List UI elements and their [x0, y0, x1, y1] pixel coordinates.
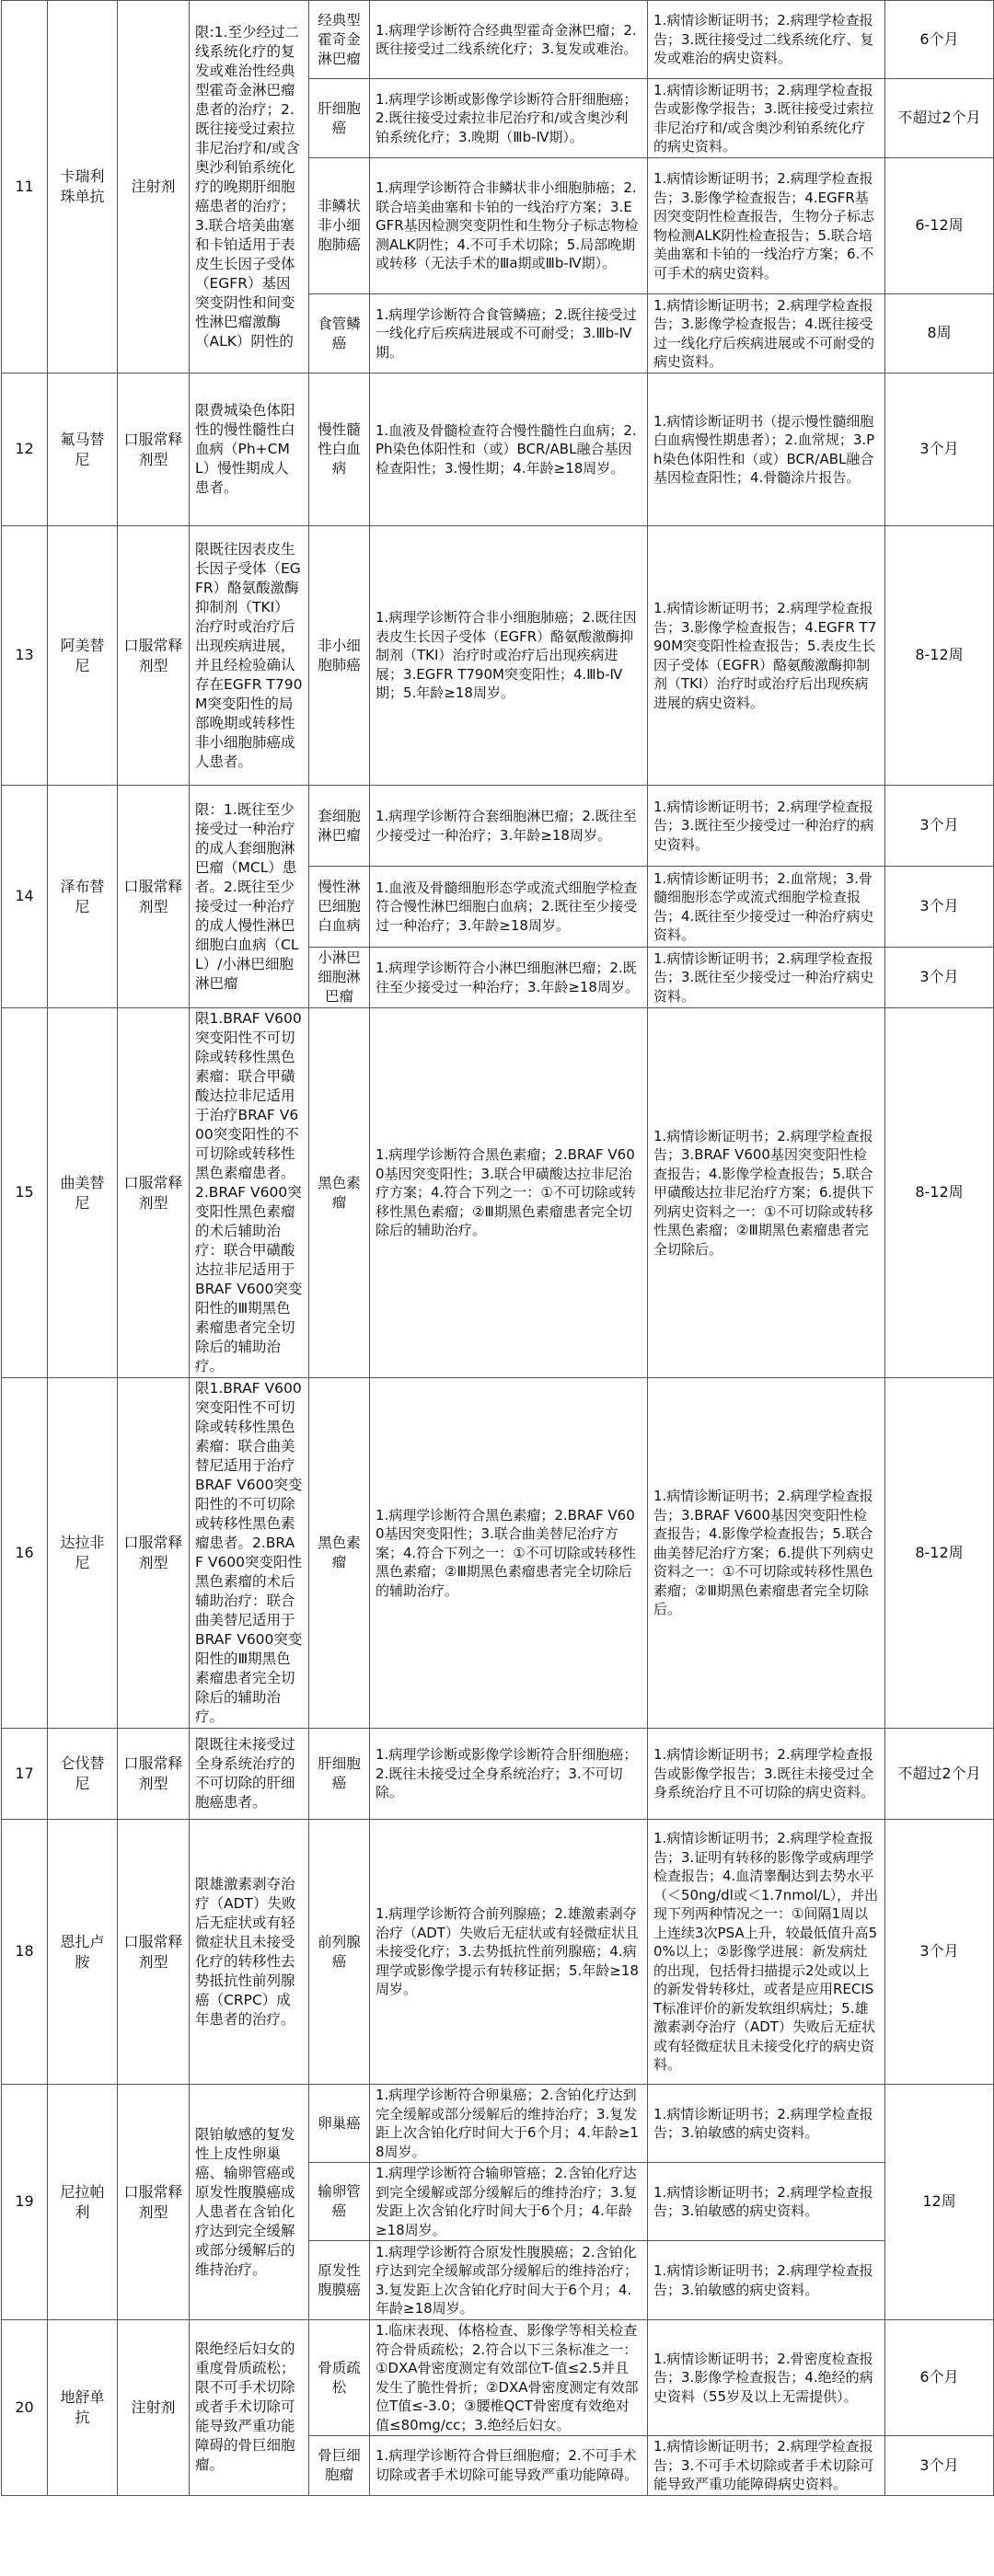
diagnosis-standard: 1.病理学诊断符合输卵管癌；2.含铂化疗达到完全缓解或部分缓解后的维持治疗；3.复发距上次含铂化疗时间大于6个月；4.年龄≥18周岁。: [370, 2163, 648, 2241]
disease-type: 非小细胞肺癌: [309, 526, 370, 786]
row-number: 13: [2, 526, 48, 786]
table-row: [2, 374, 994, 526]
table-row: [2, 786, 994, 867]
diagnosis-standard: 1.病理学诊断符合套细胞淋巴瘤；2.既往至少接受过一种治疗；3.年龄≥18周岁。: [370, 786, 648, 867]
required-materials: 1.病情诊断证明书；2.病理学检查报告；3.BRAF V600基因突变阳性检查报告；4.影像学检查报告；5.联合曲美替尼治疗方案；6.提供下列病史资料之一：①不可切除或转移性黑色素瘤；②Ⅲ期黑色素瘤患者完全切除后。: [648, 1378, 885, 1729]
drug-name: 仑伐替尼: [48, 1729, 118, 1820]
dosage-form: 口服常释剂型: [118, 1378, 190, 1729]
table-row: [2, 526, 994, 786]
required-materials: 1.病情诊断证明书；2.病理学检查报告；3.不可手术切除或者手术切除可能导致严重功能障碍病史资料。: [648, 2436, 885, 2496]
disease-type: 前列腺癌: [309, 1820, 370, 2085]
treatment-period: 3个月: [885, 867, 994, 948]
treatment-period: 不超过2个月: [885, 1729, 994, 1820]
disease-type: 输卵管癌: [309, 2163, 370, 2241]
required-materials: 1.病情诊断证明书；2.病理学检查报告；3.既往至少接受过一种治疗病史资料。: [648, 948, 885, 1008]
diagnosis-standard: 1.病理学诊断或影像学诊断符合肝细胞癌；2.既往接受过索拉非尼治疗和/或含奥沙利铂系统化疗；3.晚期（Ⅲb-Ⅳ期）。: [370, 79, 648, 158]
treatment-period: 3个月: [885, 1820, 994, 2085]
disease-type: 慢性髓性白血病: [309, 374, 370, 526]
table-body: [2, 1, 994, 2496]
diagnosis-standard: 1.病理学诊断符合前列腺癌；2.雄激素剥夺治疗（ADT）失败后无症状或有轻微症状且未接受化疗；3.去势抵抗性前列腺癌；4.病理学或影像学提示有转移证据；5.年龄≥18周岁。: [370, 1820, 648, 2085]
treatment-period: 不超过2个月: [885, 79, 994, 158]
drug-name: 阿美替尼: [48, 526, 118, 786]
diagnosis-standard: 1.病理学诊断符合骨巨细胞瘤；2.不可手术切除或者手术切除可能导致严重功能障碍。: [370, 2436, 648, 2496]
indication-text: 限费城染色体阳性的慢性髓性白血病（Ph+CML）慢性期成人患者。: [190, 374, 309, 526]
row-number: 11: [2, 1, 48, 374]
dosage-form: 口服常释剂型: [118, 526, 190, 786]
treatment-period: 3个月: [885, 374, 994, 526]
disease-type: 肝细胞癌: [309, 1729, 370, 1820]
dosage-form: 口服常释剂型: [118, 374, 190, 526]
diagnosis-standard: 1.临床表现、体格检查、影像学等相关检查符合骨质疏松；2.符合以下三条标准之一：①DXA骨密度测定有效部位T-值≤2.5并且发生了脆性骨折；②DXA骨密度测定有效部位T值≤-3.0；③腰椎QCT骨密度有效绝对值≤80mg/cc；3.绝经后妇女。: [370, 2320, 648, 2436]
indication-text: 限既往未接受过全身系统治疗的不可切除的肝细胞癌患者。: [190, 1729, 309, 1820]
treatment-period: 3个月: [885, 2436, 994, 2496]
required-materials: 1.病情诊断证明书；2.病理学检查报告；3.证明有转移的影像学或病理学检查报告；4.血清睾酮达到去势水平（＜50ng/dl或＜1.7nmol/L），并出现下列两种情况之一：①间隔1周以上连续3次PSA上升，较最低值升高50%以上；②影像学进展：新发病灶的出现，包括骨扫描提示2处或以上的新发骨转移灶，或者是应用RECIST标准评价的新发软组织病灶；5.雄激素剥夺治疗（ADT）失败后无症状或有轻微症状且未接受化疗的病史资料。: [648, 1820, 885, 2085]
dosage-form: 口服常释剂型: [118, 1008, 190, 1378]
treatment-period: 8-12周: [885, 1378, 994, 1729]
disease-type: 慢性淋巴细胞白血病: [309, 867, 370, 948]
table-row: [2, 1008, 994, 1378]
disease-type: 小淋巴细胞淋巴瘤: [309, 948, 370, 1008]
disease-type: 肝细胞癌: [309, 79, 370, 158]
row-number: 16: [2, 1378, 48, 1729]
drug-name: 卡瑞利珠单抗: [48, 1, 118, 374]
row-number: 17: [2, 1729, 48, 1820]
treatment-period: 6-12周: [885, 158, 994, 294]
dosage-form: 口服常释剂型: [118, 1729, 190, 1820]
drug-name: 曲美替尼: [48, 1008, 118, 1378]
diagnosis-standard: 1.病理学诊断符合黑色素瘤；2.BRAF V600基因突变阳性；3.联合曲美替尼治疗方案；4.符合下列之一：①不可切除或转移性黑色素瘤；②Ⅲ期黑色素瘤患者完全切除后的辅助治疗。: [370, 1378, 648, 1729]
indication-text: 限1.BRAF V600突变阳性不可切除或转移性黑色素瘤：联合曲美替尼适用于治疗BRAF V600突变阳性的不可切除或转移性黑色素瘤患者。2.BRAF V600突变阳性黑色素瘤的术后辅助治疗：联合曲美替尼适用于BRAF V600突变阳性的Ⅲ期黑色素瘤患者完全切除后的辅助治疗。: [190, 1378, 309, 1729]
indication-text: 限铂敏感的复发性上皮性卵巢癌、输卵管癌或原发性腹膜癌成人患者在含铂化疗达到完全缓解或部分缓解后的维持治疗。: [190, 2085, 309, 2320]
disease-type: 黑色素瘤: [309, 1378, 370, 1729]
disease-type: 套细胞淋巴瘤: [309, 786, 370, 867]
required-materials: 1.病情诊断证明书（提示慢性髓细胞白血病慢性期患者）；2.血常规；3.Ph染色体阳性和（或）BCR/ABL融合基因检查阳性；4.骨髓涂片报告。: [648, 374, 885, 526]
diagnosis-standard: 1.病理学诊断符合经典型霍奇金淋巴瘤；2.既往接受过二线系统化疗；3.复发或难治。: [370, 1, 648, 79]
row-number: 20: [2, 2320, 48, 2496]
required-materials: 1.病情诊断证明书；2.病理学检查报告；3.BRAF V600基因突变阳性检查报告；4.影像学检查报告；5.联合甲磺酸达拉非尼治疗方案；6.提供下列病史资料之一：①不可切除或转移性黑色素瘤；②Ⅲ期黑色素瘤患者完全切除后。: [648, 1008, 885, 1378]
indication-text: 限绝经后妇女的重度骨质疏松；限不可手术切除或者手术切除可能导致严重功能障碍的骨巨细胞瘤。: [190, 2320, 309, 2496]
required-materials: 1.病情诊断证明书；2.病理学检查报告；3.铂敏感的病史资料。: [648, 2163, 885, 2241]
drug-name: 泽布替尼: [48, 786, 118, 1008]
treatment-period: 8-12周: [885, 526, 994, 786]
disease-type: 原发性腹膜癌: [309, 2241, 370, 2320]
row-number: 19: [2, 2085, 48, 2320]
row-number: 12: [2, 374, 48, 526]
table-row: [2, 1, 994, 79]
table-row: [2, 1729, 994, 1820]
dosage-form: 口服常释剂型: [118, 786, 190, 1008]
diagnosis-standard: 1.病理学诊断符合食管鳞癌；2.既往接受过一线化疗后疾病进展或不可耐受；3.Ⅲb-Ⅳ期。: [370, 294, 648, 374]
indication-text: 限1.BRAF V600突变阳性不可切除或转移性黑色素瘤：联合甲磺酸达拉非尼适用于治疗BRAF V600突变阳性的不可切除或转移性黑色素瘤患者。2.BRAF V600突变阳性黑色素瘤的术后辅助治疗：联合甲磺酸达拉非尼适用于BRAF V600突变阳性的Ⅲ期黑色素瘤患者完全切除后的辅助治疗。: [190, 1008, 309, 1378]
disease-type: 卵巢癌: [309, 2085, 370, 2163]
treatment-period: 6个月: [885, 2320, 994, 2436]
indication-text: 限：1.既往至少接受过一种治疗的成人套细胞淋巴瘤（MCL）患者。2.既往至少接受过一种治疗的成人慢性淋巴细胞白血病（CLL）/小淋巴细胞淋巴瘤: [190, 786, 309, 1008]
required-materials: 1.病情诊断证明书；2.病理学检查报告；3.铂敏感的病史资料。: [648, 2085, 885, 2163]
diagnosis-standard: 1.病理学诊断符合非小细胞肺癌；2.既往因表皮生长因子受体（EGFR）酪氨酸激酶抑制剂（TKI）治疗时或治疗后出现疾病进展；3.EGFR T790M突变阳性；4.Ⅲb-Ⅳ期；5.年龄≥18周岁。: [370, 526, 648, 786]
dosage-form: 注射剂: [118, 1, 190, 374]
diagnosis-standard: 1.病理学诊断符合非鳞状非小细胞肺癌；2.联合培美曲塞和卡铂的一线治疗方案；3.EGFR基因检测突变阴性和生物分子标志物检测ALK阴性；4.不可手术切除；5.局部晚期或转移（无法手术的Ⅲa期或Ⅲb-Ⅳ期）。: [370, 158, 648, 294]
required-materials: 1.病情诊断证明书；2.病理学检查报告；3.影像学检查报告；4.既往接受过一线化疗后疾病进展或不可耐受的病史资料。: [648, 294, 885, 374]
required-materials: 1.病情诊断证明书；2.病理学检查报告；3.影像学检查报告；4.EGFR T790M突变阳性检查报告；5.表皮生长因子受体（EGFR）酪氨酸激酶抑制剂（TKI）治疗时或治疗后出现疾病进展的病史资料。: [648, 526, 885, 786]
diagnosis-standard: 1.血液及骨髓细胞形态学或流式细胞学检查符合慢性淋巴细胞白血病；2.既往至少接受过一种治疗；3.年龄≥18周岁。: [370, 867, 648, 948]
required-materials: 1.病情诊断证明书；2.病理学检查报告；3.铂敏感的病史资料。: [648, 2241, 885, 2320]
row-number: 18: [2, 1820, 48, 2085]
disease-type: 非鳞状非小细胞肺癌: [309, 158, 370, 294]
drug-name: 达拉非尼: [48, 1378, 118, 1729]
drug-name: 地舒单抗: [48, 2320, 118, 2496]
diagnosis-standard: 1.病理学诊断符合原发性腹膜癌；2.含铂化疗达到完全缓解或部分缓解后的维持治疗；3.复发距上次含铂化疗时间大于6个月；4.年龄≥18周岁。: [370, 2241, 648, 2320]
drug-name: 尼拉帕利: [48, 2085, 118, 2320]
required-materials: 1.病情诊断证明书；2.病理学检查报告；3.影像学检查报告；4.EGFR基因突变阴性检查报告，生物分子标志物检测ALK阴性检查报告；5.联合培美曲塞和卡铂的一线治疗方案；6.不可手术的病史资料。: [648, 158, 885, 294]
indication-text: 限既往因表皮生长因子受体（EGFR）酪氨酸激酶抑制剂（TKI）治疗时或治疗后出现疾病进展，并且经检验确认存在EGFR T790M突变阳性的局部晚期或转移性非小细胞肺癌成人患者。: [190, 526, 309, 786]
disease-type: 经典型霍奇金淋巴瘤: [309, 1, 370, 79]
dosage-form: 口服常释剂型: [118, 1820, 190, 2085]
diagnosis-standard: 1.病理学诊断或影像学诊断符合肝细胞癌；2.既往未接受过全身系统治疗；3.不可切除。: [370, 1729, 648, 1820]
dosage-form: 口服常释剂型: [118, 2085, 190, 2320]
disease-type: 骨巨细胞瘤: [309, 2436, 370, 2496]
table-row: [2, 1820, 994, 2085]
table-row: [2, 2320, 994, 2436]
disease-type: 食管鳞癌: [309, 294, 370, 374]
drug-name: 氟马替尼: [48, 374, 118, 526]
required-materials: 1.病情诊断证明书；2.病理学检查报告或影像学报告；3.既往未接受过全身系统治疗且不可切除的病史资料。: [648, 1729, 885, 1820]
table-row: [2, 2085, 994, 2163]
treatment-period: 8-12周: [885, 1008, 994, 1378]
required-materials: 1.病情诊断证明书；2.血常规；3.骨髓细胞形态学或流式细胞学检查报告；4.既往至少接受过一种治疗病史资料。: [648, 867, 885, 948]
table-row: [2, 1378, 994, 1729]
indication-text: 限:1.至少经过二线系统化疗的复发或难治性经典型霍奇金淋巴瘤患者的治疗；2.既往接受过索拉非尼治疗和/或含奥沙利铂系统化疗的晚期肝细胞癌患者的治疗；3.联合培美曲塞和卡铂适用于表皮生长因子受体（EGFR）基因突变阴性和间变性淋巴瘤激酶（ALK）阴性的: [190, 1, 309, 374]
diagnosis-standard: 1.病理学诊断符合黑色素瘤；2.BRAF V600基因突变阳性；3.联合甲磺酸达拉非尼治疗方案；4.符合下列之一：①不可切除或转移性黑色素瘤；②Ⅲ期黑色素瘤患者完全切除后的辅助治疗。: [370, 1008, 648, 1378]
treatment-period: 8周: [885, 294, 994, 374]
disease-type: 骨质疏松: [309, 2320, 370, 2436]
dosage-form: 注射剂: [118, 2320, 190, 2496]
row-number: 14: [2, 786, 48, 1008]
diagnosis-standard: 1.病理学诊断符合卵巢癌；2.含铂化疗达到完全缓解或部分缓解后的维持治疗；3.复发距上次含铂化疗时间大于6个月；4.年龄≥18周岁。: [370, 2085, 648, 2163]
drug-name: 恩扎卢胺: [48, 1820, 118, 2085]
treatment-period: 6个月: [885, 1, 994, 79]
diagnosis-standard: 1.病理学诊断符合小淋巴细胞淋巴瘤；2.既往至少接受过一种治疗；3.年龄≥18周岁。: [370, 948, 648, 1008]
required-materials: 1.病情诊断证明书；2.病理学检查报告；3.既往接受过二线系统化疗、复发或难治的病史资料。: [648, 1, 885, 79]
disease-type: 黑色素瘤: [309, 1008, 370, 1378]
drug-criteria-table: [1, 0, 994, 2496]
required-materials: 1.病情诊断证明书；2.骨密度检查报告；3.影像学检查报告；4.绝经的病史资料（55岁及以上无需提供）。: [648, 2320, 885, 2436]
treatment-period: 3个月: [885, 786, 994, 867]
diagnosis-standard: 1.血液及骨髓检查符合慢性髓性白血病；2.Ph染色体阳性和（或）BCR/ABL融合基因检查阳性；3.慢性期；4.年龄≥18周岁。: [370, 374, 648, 526]
indication-text: 限雄激素剥夺治疗（ADT）失败后无症状或有轻微症状且未接受化疗的转移性去势抵抗性前列腺癌（CRPC）成年患者的治疗。: [190, 1820, 309, 2085]
row-number: 15: [2, 1008, 48, 1378]
treatment-period: 12周: [885, 2085, 994, 2320]
required-materials: 1.病情诊断证明书；2.病理学检查报告；3.既往至少接受过一种治疗的病史资料。: [648, 786, 885, 867]
treatment-period: 3个月: [885, 948, 994, 1008]
required-materials: 1.病情诊断证明书；2.病理学检查报告或影像学报告；3.既往接受过索拉非尼治疗和/或含奥沙利铂系统化疗的病史资料。: [648, 79, 885, 158]
